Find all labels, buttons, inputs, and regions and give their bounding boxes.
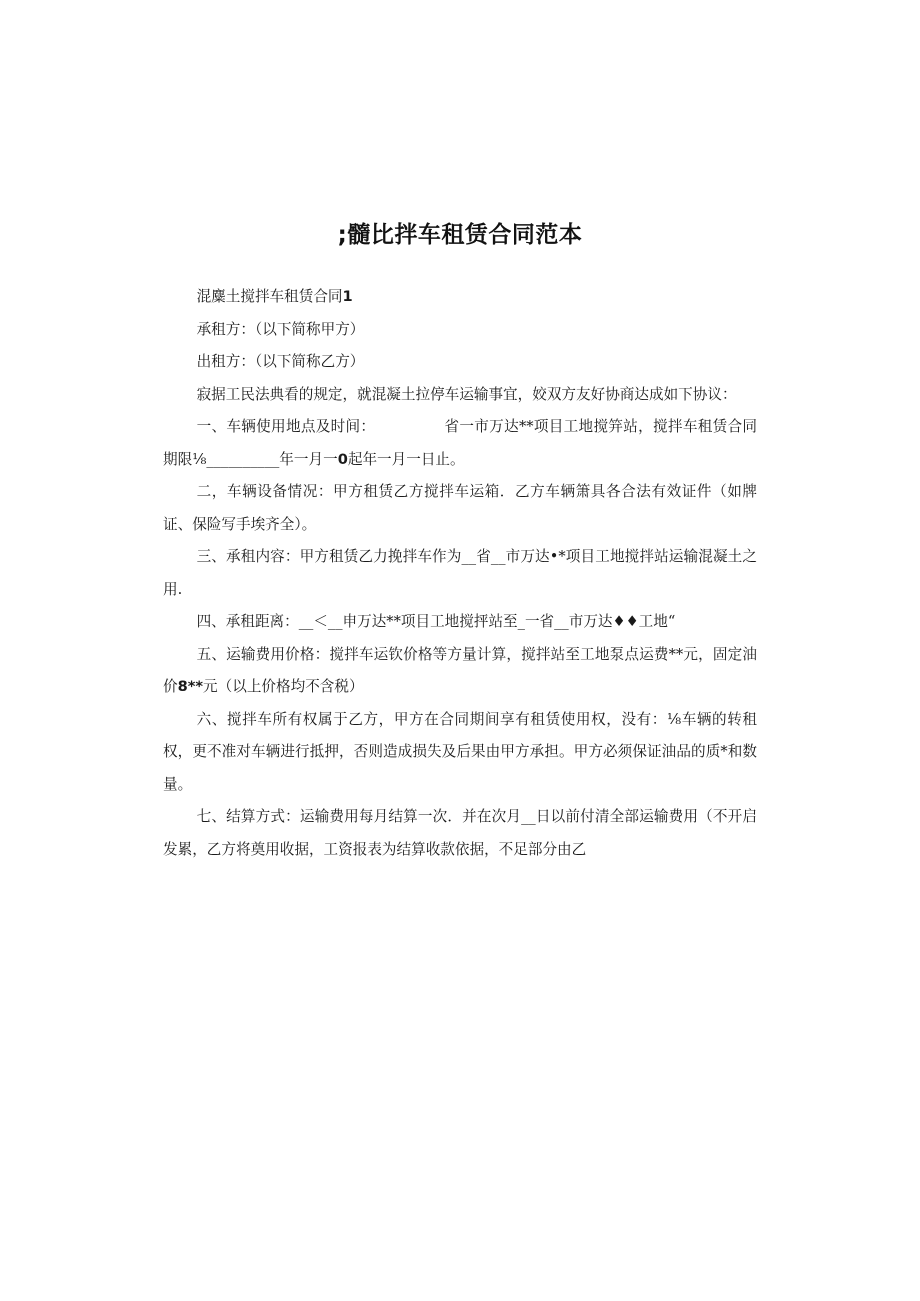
paragraph-p11 [163,801,757,866]
paragraph-p6 [163,476,757,541]
paragraph-p4 [163,379,757,412]
text-run: 出租方：（以下简称乙方） [196,353,365,370]
text-run: 二，车辆设备情况：甲方租赁乙方搅拌车运箱．乙方车辆箫具各合法有效证件（如牌证、保险写手埃齐全）。 [163,483,757,533]
document-body [163,281,757,866]
text-run: 四、承租距离：__＜__申万达**项目工地搅抨站至_一省__市万达♦♦工地“ [196,613,676,630]
paragraph-p7 [163,541,757,606]
paragraph-p8 [163,606,757,639]
text-run: 混麋土搅拌车租赁合同 [196,288,343,305]
paragraph-p5 [163,411,757,476]
paragraph-p9 [163,639,757,704]
text-run: 五、运输费用价格：搅拌车运钦价格等方量计算，搅拌站至工地泵点运费**元，固定油价 [163,645,757,695]
bold-text-run: 0 [337,450,348,468]
text-run: 一、车辆使用地点及时间： 省一市万达**项目工地搅笄站，搅拌车租赁合同期限⅛__________年一月一 [163,418,757,468]
text-run: 承租方：（以下简称甲方） [196,320,365,338]
document-title: ;髓比拌车租赁合同范本 [337,222,583,248]
paragraph-p3 [163,346,757,379]
text-run: 起年一月一日止。 [347,450,465,468]
text-run: 六、搅拌车所有权属于乙方，甲方在合同期间享有租赁使用权，没有：⅛车辆的转租权，更不准对车辆进行抵押，否则造成损失及后果由甲方承担。甲方必须保证油品的质*和数量。 [163,710,757,793]
text-run: 七、结算方式：运输费用每月结算一次．并在次月__日以前付清全部运输费用（不开启发累，乙方将奠用收据，工资报表为结算收款依据，不足部分由乙 [163,808,757,858]
text-run: 寂据工民法典看的规定，就混凝土拉停车运输事宜，姣双方友好协商达成如下协议： [196,385,737,403]
paragraph-p10 [163,704,757,802]
paragraph-p1 [163,281,757,314]
text-run: 元（以上价格均不含税） [203,678,364,695]
bold-text-run: 8** [177,678,204,695]
bold-text-run: 1 [342,288,353,305]
text-run: 三、承租内容：甲方租赁乙力挽拌车作为__省__市万达•*项目工地搅拌站运输混凝土之用. [163,548,757,598]
paragraph-p2 [163,314,757,347]
